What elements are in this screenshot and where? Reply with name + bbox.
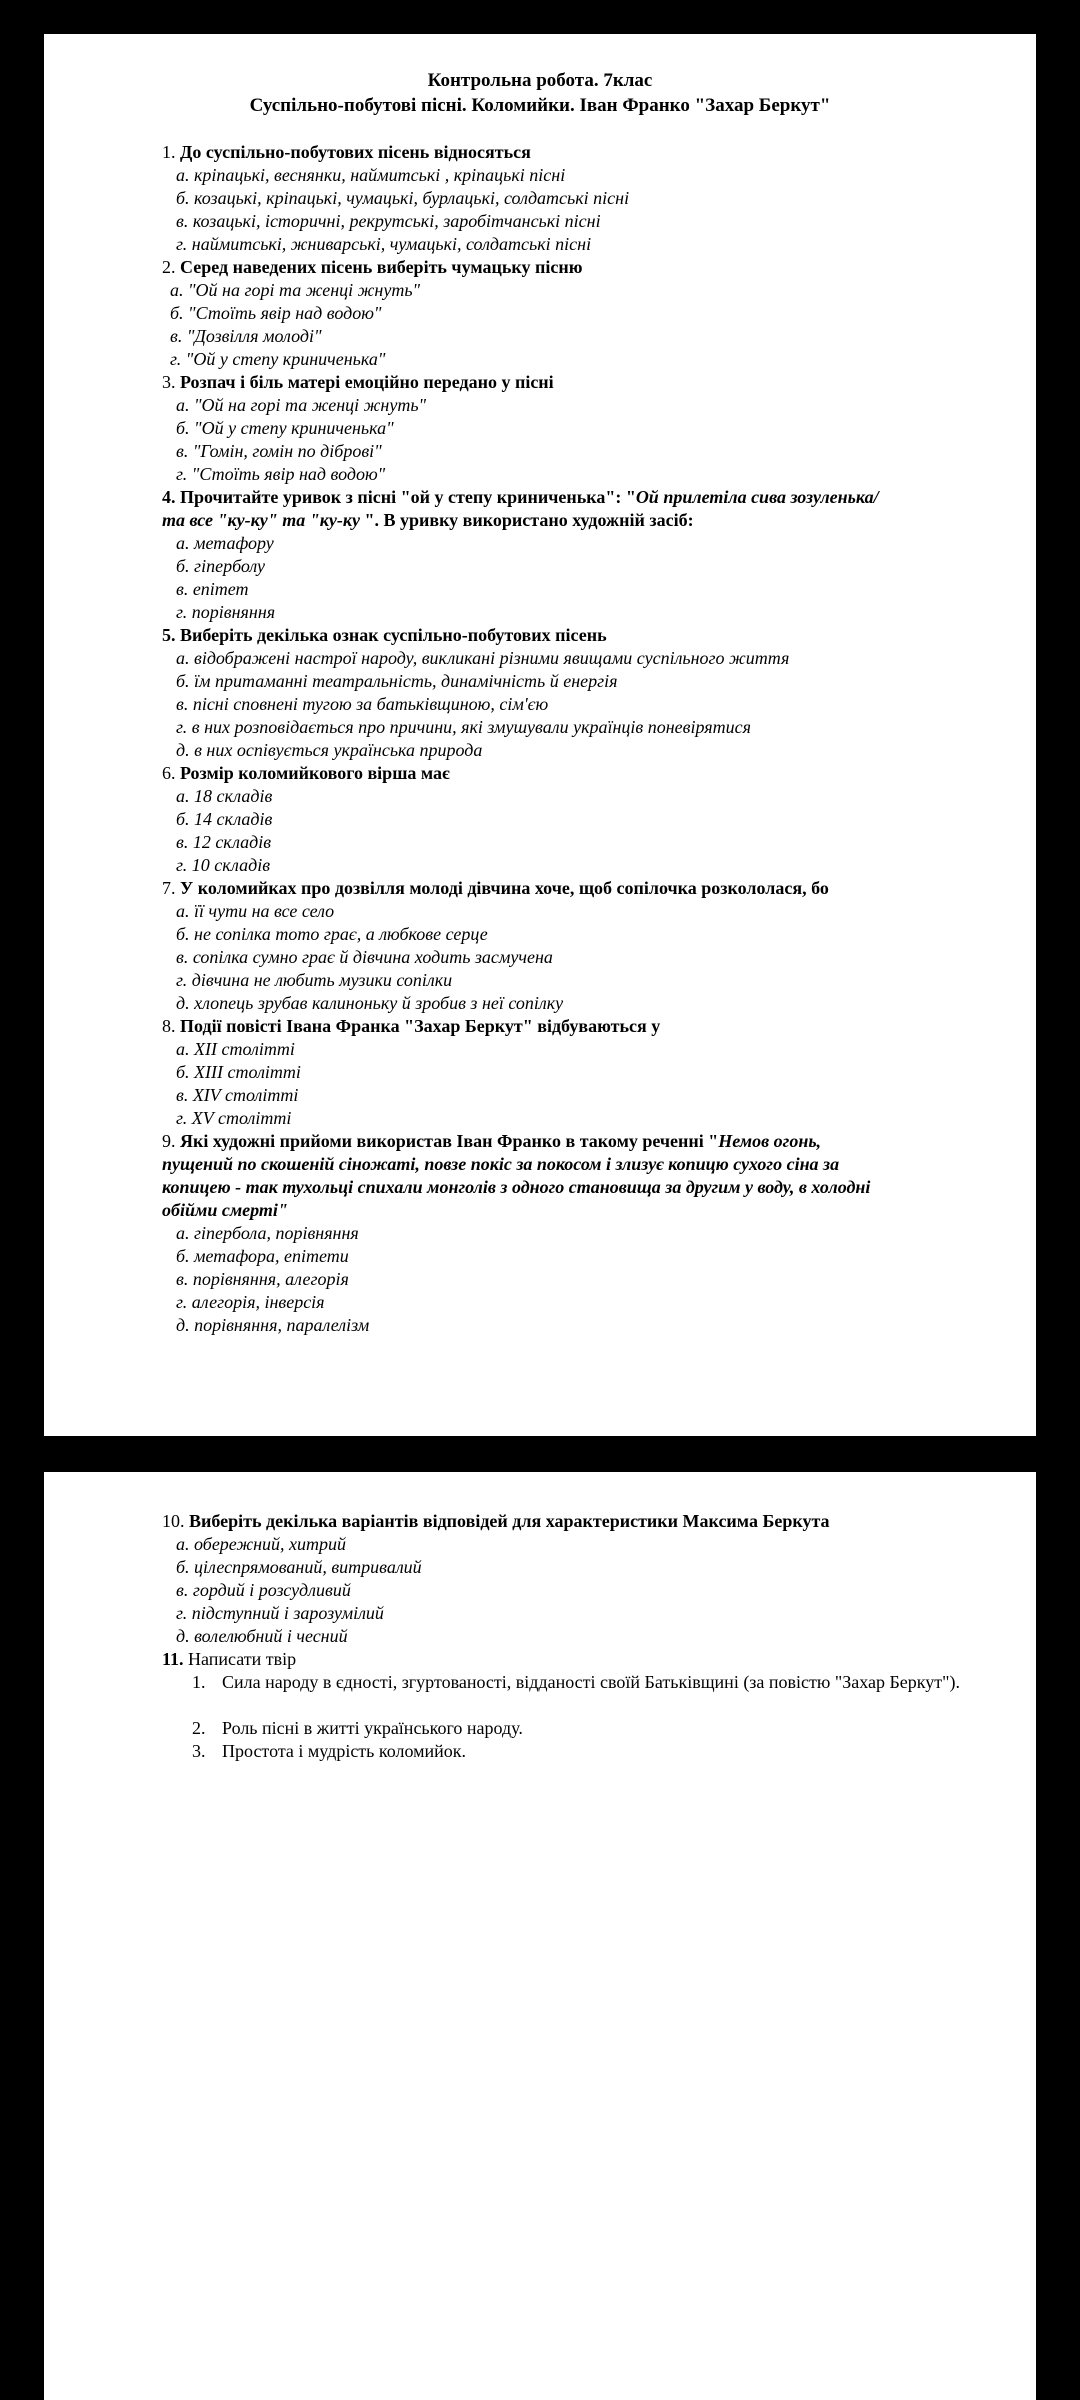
option: б. XIII столітті (176, 1062, 301, 1082)
option: д. порівняння, паралелізм (176, 1315, 370, 1335)
question-8 (162, 1015, 660, 1038)
question-quote: Немов огонь, (718, 1131, 822, 1151)
doc-title: Контрольна робота. 7клас (427, 70, 653, 91)
question-number: 2. (162, 257, 176, 277)
question-text: Події повісті Івана Франка "Захар Беркут" відбуваються у (180, 1016, 661, 1036)
question-text: Написати твір (188, 1649, 297, 1669)
question-quote: пущений по скошеній сіножаті, повзе покіс за покосом і злизує копицю сухого сіна за (162, 1154, 840, 1174)
option: б. їм притаманні театральність, динамічність й енергія (176, 671, 618, 691)
question-number: 4. (162, 487, 176, 507)
page-1 (44, 34, 1036, 1436)
option: б. 14 складів (176, 809, 273, 829)
question-text: Розпач і біль матері емоційно передано у пісні (180, 372, 554, 392)
option: а. її чути на все село (176, 901, 335, 921)
essay-number: 3. (192, 1741, 206, 1761)
option: в. "Гомін, гомін по діброві" (176, 441, 382, 461)
question-3 (162, 371, 554, 394)
question-number: 5. (162, 625, 176, 645)
question-number: 1. (162, 142, 176, 162)
option: д. волелюбний і чесний (176, 1626, 348, 1646)
question-text: До суспільно-побутових пісень відносяться (180, 142, 531, 162)
question-text: Серед наведених пісень виберіть чумацьку пісню (180, 257, 583, 277)
option: в. епітет (176, 579, 249, 599)
question-quote: обійми смерті" (162, 1200, 288, 1220)
option: б. "Ой у степу криниченька" (176, 418, 394, 438)
question-11 (162, 1648, 296, 1671)
option: г. "Стоїть явір над водою" (176, 464, 386, 484)
option: в. "Дозвілля молоді" (170, 326, 322, 346)
option: в. 12 складів (176, 832, 272, 852)
question-quote: копицею - так тухольці спихали монголів з одного становища за другим у воду, в холодні (162, 1177, 871, 1197)
essay-topic: Простота і мудрість коломийок. (222, 1741, 467, 1761)
option: а. обережний, хитрий (176, 1534, 347, 1554)
option: г. підступний і зарозумілий (176, 1603, 384, 1623)
question-number: 11. (162, 1649, 184, 1669)
option: б. гіперболу (176, 556, 266, 576)
option: г. XV столітті (176, 1108, 292, 1128)
page-2 (44, 1472, 1036, 2400)
question-number: 10. (162, 1511, 185, 1531)
doc-subtitle: Суспільно-побутові пісні. Коломийки. Іван Франко "Захар Беркут" (249, 95, 831, 116)
question-10 (162, 1510, 830, 1533)
question-text: Прочитайте уривок з пісні "ой у степу криниченька": " (180, 487, 636, 507)
option: д. хлопець зрубав калиноньку й зробив з неї сопілку (176, 993, 564, 1013)
question-number: 6. (162, 763, 176, 783)
option: г. 10 складів (176, 855, 271, 875)
option: а. кріпацькі, веснянки, наймитські , кріпацькі пісні (176, 165, 566, 185)
option: б. метафора, епітети (176, 1246, 349, 1266)
question-7 (162, 877, 829, 900)
option: г. дівчина не любить музики сопілки (176, 970, 453, 990)
question-1 (162, 141, 531, 164)
option: в. порівняння, алегорія (176, 1269, 349, 1289)
option: в. сопілка сумно грає й дівчина ходить засмучена (176, 947, 553, 967)
option: в. гордий і розсудливий (176, 1580, 351, 1600)
question-2 (162, 256, 582, 279)
option: г. в них розповідається про причини, які змушували українців поневірятися (176, 717, 751, 737)
question-number: 8. (162, 1016, 176, 1036)
option: б. цілеспрямований, витривалий (176, 1557, 422, 1577)
question-4 (162, 486, 879, 509)
essay-number: 2. (192, 1718, 206, 1738)
question-4-cont (162, 509, 694, 532)
option: а. 18 складів (176, 786, 273, 806)
question-number: 7. (162, 878, 176, 898)
option: а. XII столітті (176, 1039, 295, 1059)
question-6 (162, 762, 450, 785)
option: а. відображені настрої народу, викликані різними явищами суспільного життя (176, 648, 790, 668)
option: г. "Ой у степу криниченька" (170, 349, 386, 369)
question-text: У коломийках про дозвілля молоді дівчина хоче, щоб сопілочка розкололася, бо (180, 878, 829, 898)
essay-topic: Сила народу в єдності, згуртованості, відданості своїй Батьківщині (за повістю "Захар Беркут"). (222, 1672, 960, 1692)
option: а. "Ой на горі та женці жнуть" (176, 395, 427, 415)
option: а. метафору (176, 533, 274, 553)
option: г. наймитські, жниварські, чумацькі, солдатські пісні (176, 234, 592, 254)
option: г. порівняння (176, 602, 276, 622)
essay-number: 1. (192, 1672, 206, 1692)
essay-topic: Роль пісні в житті українського народу. (222, 1718, 523, 1738)
question-quote: та все "ку-ку" та "ку-ку (162, 510, 360, 530)
option: г. алегорія, інверсія (176, 1292, 325, 1312)
option: д. в них оспівується українська природа (176, 740, 483, 760)
option: в. пісні сповнені тугою за батьківщиною, сім'єю (176, 694, 549, 714)
question-number: 9. (162, 1131, 176, 1151)
question-text: Які художні прийоми використав Іван Франко в такому реченні " (180, 1131, 719, 1151)
option: в. XIV столітті (176, 1085, 299, 1105)
question-quote: Ой прилетіла сива зозуленька/ (635, 487, 879, 507)
option: а. "Ой на горі та женці жнуть" (170, 280, 421, 300)
question-5 (162, 624, 607, 647)
question-number: 3. (162, 372, 176, 392)
option: а. гіпербола, порівняння (176, 1223, 359, 1243)
option: б. козацькі, кріпацькі, чумацькі, бурлацькі, солдатські пісні (176, 188, 630, 208)
option: б. не сопілка тото грає, а любкове серце (176, 924, 488, 944)
question-text: Виберіть декілька ознак суспільно-побутових пісень (180, 625, 607, 645)
question-text: Розмір коломийкового вірша має (180, 763, 450, 783)
question-9 (162, 1130, 821, 1153)
option: в. козацькі, історичні, рекрутські, заробітчанські пісні (176, 211, 601, 231)
option: б. "Стоїть явір над водою" (170, 303, 382, 323)
question-text: Виберіть декілька варіантів відповідей для характеристики Максима Беркута (189, 1511, 830, 1531)
question-text-end: ". В уривку використано художній засіб: (359, 510, 694, 530)
